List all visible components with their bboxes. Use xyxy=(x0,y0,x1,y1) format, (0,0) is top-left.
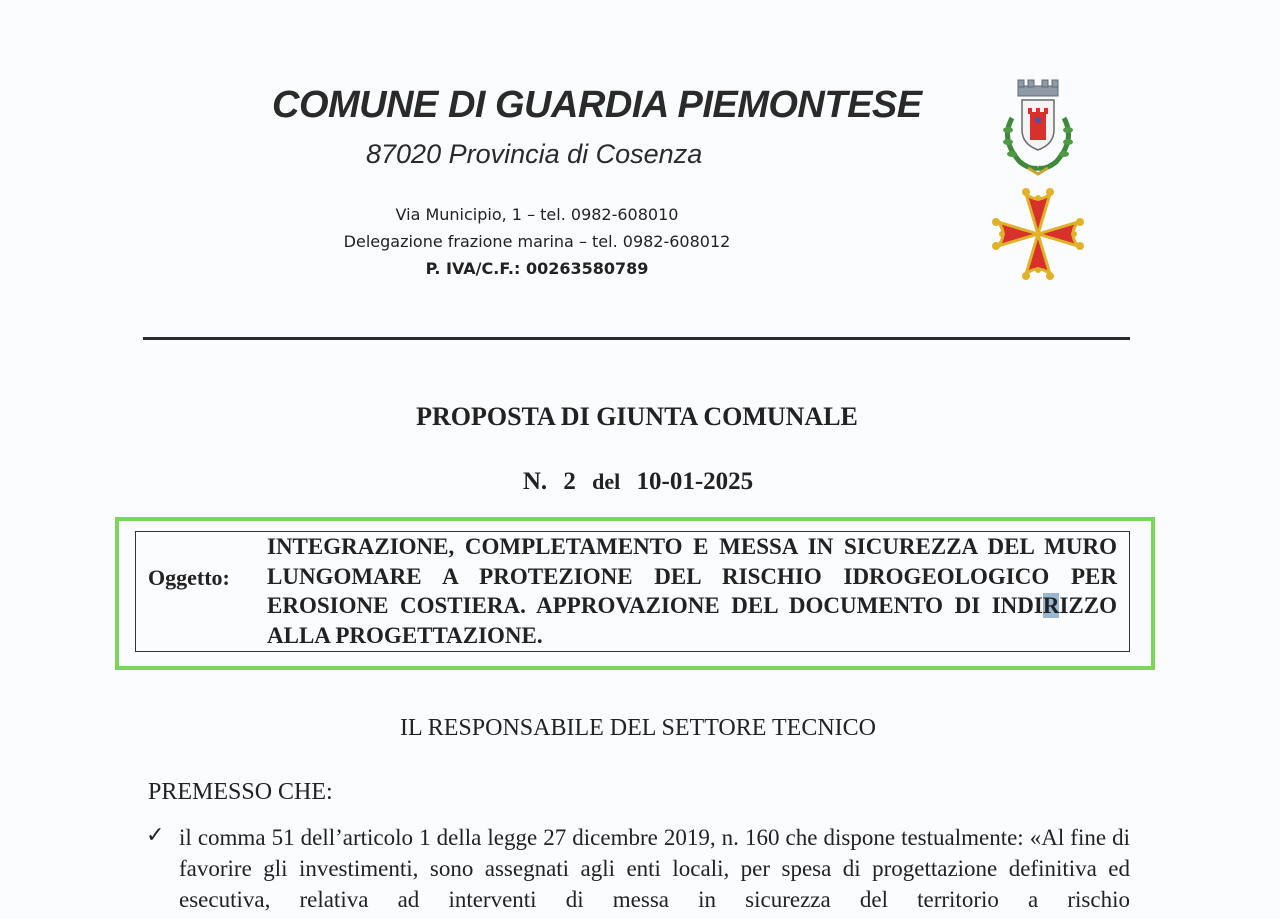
premesso-heading: PREMESSO CHE: xyxy=(148,779,333,805)
body-paragraph: il comma 51 dell’articolo 1 della legge 27 dicembre 2019, n. 160 che dispone testualmente: «Al fine di favorire gli investimenti, sono assegnati agli enti locali, per spesa di progettazione definitiva ed esecutiva, relativa ad interventi di messa in sicurezza del territorio a rischio xyxy=(179,825,1130,912)
responsible-heading: IL RESPONSABILE DEL SETTORE TECNICO xyxy=(399,715,876,741)
proposal-title: PROPOSTA DI GIUNTA COMUNALE xyxy=(416,402,858,431)
branch-address-line: Delegazione frazione marina – tel. 0982-608012 xyxy=(343,232,731,251)
municipal-crest-icon xyxy=(992,78,1084,182)
date-value: 10-01-2025 xyxy=(636,468,754,495)
subject-label: Oggetto: xyxy=(148,565,230,590)
address-line: Via Municipio, 1 – tel. 0982-608010 xyxy=(395,205,679,224)
header-divider xyxy=(143,337,1130,340)
occitan-cross-icon xyxy=(990,186,1086,282)
municipality-province: 87020 Provincia di Cosenza xyxy=(366,139,703,169)
subject-text-end: IZZO ALLA PROGETTAZIONE. xyxy=(267,593,1117,648)
municipality-name: COMUNE DI GUARDIA PIEMONTESE xyxy=(272,84,922,126)
subject-text[interactable] xyxy=(267,532,1117,650)
date-prefix: del xyxy=(592,469,621,494)
number-value: 2 xyxy=(563,468,576,495)
proposal-number xyxy=(0,468,1276,496)
text-cursor-highlight: R xyxy=(1042,593,1060,618)
svg-text:✱: ✱ xyxy=(1033,116,1043,127)
vat-line: P. IVA/C.F.: 00263580789 xyxy=(425,259,649,278)
subject-text-start: INTEGRAZIONE, COMPLETAMENTO E MESSA IN SICUREZZA DEL MURO LUNGOMARE A PROTEZIONE DEL RISCHIO IDROGEOLOGICO PER EROSIONE COSTIERA. APPROVAZIONE DEL DOCUMENTO DI INDI xyxy=(267,534,1117,618)
number-prefix: N. xyxy=(522,468,548,495)
checkmark-icon: ✓ xyxy=(146,823,165,848)
